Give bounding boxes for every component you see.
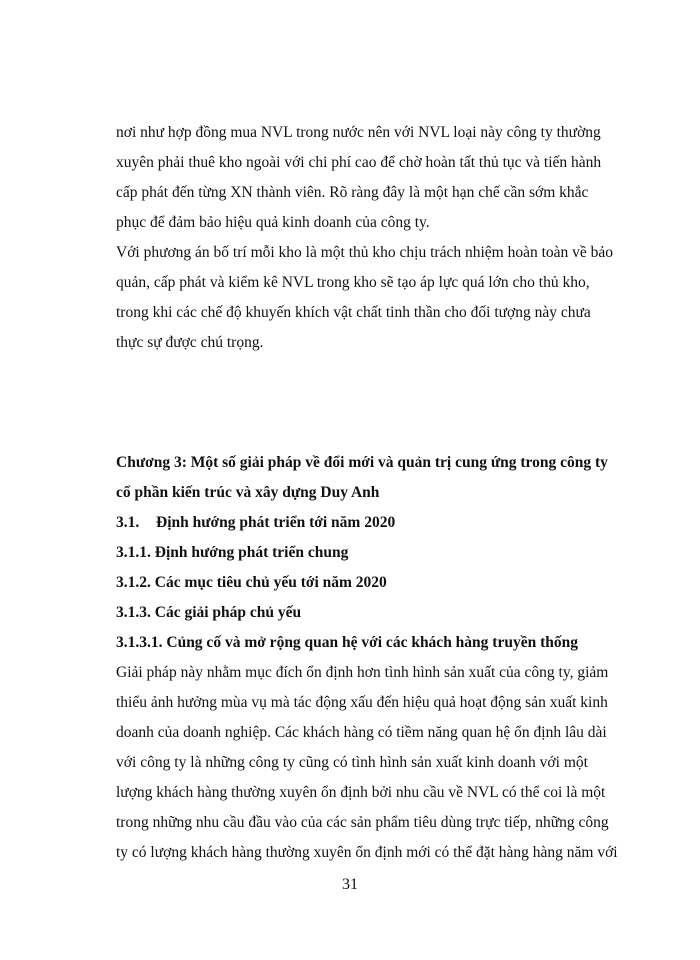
chapter-heading <box>116 448 608 508</box>
text-line: phục để đảm bảo hiệu quả kinh doanh của công ty. <box>116 214 430 231</box>
text-line: nơi như hợp đồng mua NVL trong nước nên với NVL loại này công ty thường <box>116 124 601 141</box>
text-line: trong khi các chế độ khuyến khích vật chất tinh thần cho đối tượng này chưa <box>116 304 591 321</box>
text-line: doanh của doanh nghiệp. Các khách hàng có tiềm năng quan hệ ổn định lâu dài <box>116 724 607 741</box>
text-line: trong những nhu cầu đầu vào của các sản phẩm tiêu dùng trực tiếp, những công <box>116 814 609 831</box>
text-line: thực sự được chú trọng. <box>116 334 264 351</box>
text-line: với công ty là những công ty cũng có tình hình sản xuất kinh doanh với một <box>116 754 588 771</box>
text-line: xuyên phải thuê kho ngoài với chi phí cao để chờ hoàn tất thủ tục và tiến hành <box>116 154 602 171</box>
chapter-heading-line: Chương 3: Một số giải pháp về đổi mới và quản trị cung ứng trong công ty <box>116 454 608 471</box>
document-page <box>116 118 618 868</box>
section-heading-3-1-2: 3.1.2. Các mục tiêu chủ yếu tới năm 2020 <box>116 574 387 591</box>
section-heading-3-1-1: 3.1.1. Định hướng phát triển chung <box>116 544 349 561</box>
page-number: 31 <box>342 876 358 893</box>
paragraph-3 <box>116 658 618 868</box>
section-heading-3-1 <box>116 508 588 538</box>
text-line: Với phương án bố trí mỗi kho là một thủ kho chịu trách nhiệm hoàn toàn về bảo <box>116 244 614 261</box>
section-spacer <box>116 358 588 448</box>
section-number: 3.1. <box>116 514 140 531</box>
paragraph-1 <box>116 118 602 238</box>
text-line: lượng khách hàng thường xuyên ổn định bởi nhu cầu về NVL có thể coi là một <box>116 784 606 801</box>
chapter-heading-line: cổ phần kiến trúc và xây dựng Duy Anh <box>116 484 380 501</box>
paragraph-2 <box>116 238 614 358</box>
text-line: quản, cấp phát và kiểm kê NVL trong kho sẽ tạo áp lực quá lớn cho thủ kho, <box>116 274 590 291</box>
text-line: cấp phát đến từng XN thành viên. Rõ ràng đây là một hạn chế cần sớm khắc <box>116 184 589 201</box>
text-line: Giải pháp này nhằm mục đích ổn định hơn tình hình sản xuất của công ty, giảm <box>116 664 609 681</box>
text-line: ty có lượng khách hàng thường xuyên ổn định mới có thể đặt hàng hàng năm với <box>116 844 618 861</box>
section-heading-3-1-3-1: 3.1.3.1. Củng cố và mở rộng quan hệ với các khách hàng truyền thống <box>116 634 578 651</box>
text-line: thiểu ảnh hưởng mùa vụ mà tác động xấu đến hiệu quả hoạt động sản xuất kinh <box>116 694 608 711</box>
section-heading-3-1-3: 3.1.3. Các giải pháp chủ yếu <box>116 604 302 621</box>
section-title: Định hướng phát triển tới năm 2020 <box>156 514 396 531</box>
